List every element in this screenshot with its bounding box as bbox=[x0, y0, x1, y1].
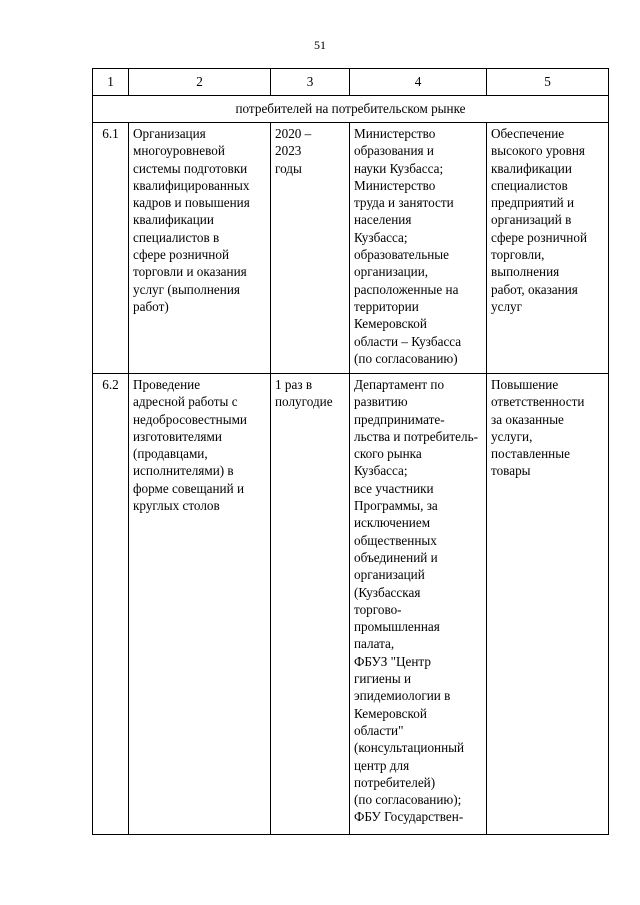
result-text: Обеспечение высокого уровня квалификации специалистов предприятий и организаций в сфере розничной торговли, выполнения работ, оказания услуг bbox=[491, 126, 588, 314]
activity-cell bbox=[129, 123, 271, 374]
executors-text: Департамент по развитию предпринимате- льства и потребитель- ского рынка Кузбасса; все участники Программы, за исключением общественных объединений и организаций (Кузбасская торгово- промышленная палата, ФБУЗ "Центр гигиены и эпидемиологии в Кемеровской области" (консультационный центр для потребителей) (по согласованию); ФБУ Государствен- bbox=[354, 377, 478, 825]
header-col-3: 3 bbox=[271, 69, 350, 96]
row-number: 6.2 bbox=[93, 374, 129, 835]
period-cell bbox=[271, 123, 350, 374]
result-cell bbox=[487, 374, 609, 835]
header-col-5: 5 bbox=[487, 69, 609, 96]
table-row bbox=[93, 123, 609, 374]
table-header-row bbox=[93, 69, 609, 96]
activity-cell bbox=[129, 374, 271, 835]
result-cell bbox=[487, 123, 609, 374]
activity-text: Проведение адресной работы с недобросовестными изготовителями (продавцами, исполнителями) в форме совещаний и круглых столов bbox=[133, 377, 247, 514]
row-number: 6.1 bbox=[93, 123, 129, 374]
header-col-2: 2 bbox=[129, 69, 271, 96]
section-title: потребителей на потребительском рынке bbox=[93, 96, 609, 123]
executors-cell bbox=[350, 374, 487, 835]
table-row bbox=[93, 374, 609, 835]
period-cell bbox=[271, 374, 350, 835]
executors-cell bbox=[350, 123, 487, 374]
period-text: 2020 – 2023 годы bbox=[275, 126, 312, 176]
program-measures-table bbox=[92, 68, 609, 835]
header-col-1: 1 bbox=[93, 69, 129, 96]
page-number: 51 bbox=[314, 38, 326, 52]
period-text: 1 раз в полугодие bbox=[275, 377, 333, 410]
section-title-row bbox=[93, 96, 609, 123]
result-text: Повышение ответственности за оказанные услуги, поставленные товары bbox=[491, 377, 585, 479]
header-col-4: 4 bbox=[350, 69, 487, 96]
activity-text: Организация многоуровневой системы подготовки квалифицированных кадров и повышения квалификации специалистов в сфере розничной торговли и оказания услуг (выполнения работ) bbox=[133, 126, 250, 314]
executors-text: Министерство образования и науки Кузбасса; Министерство труда и занятости населения Кузбасса; образовательные организации, расположенные на территории Кемеровской области – Кузбасса (по согласованию) bbox=[354, 126, 462, 366]
